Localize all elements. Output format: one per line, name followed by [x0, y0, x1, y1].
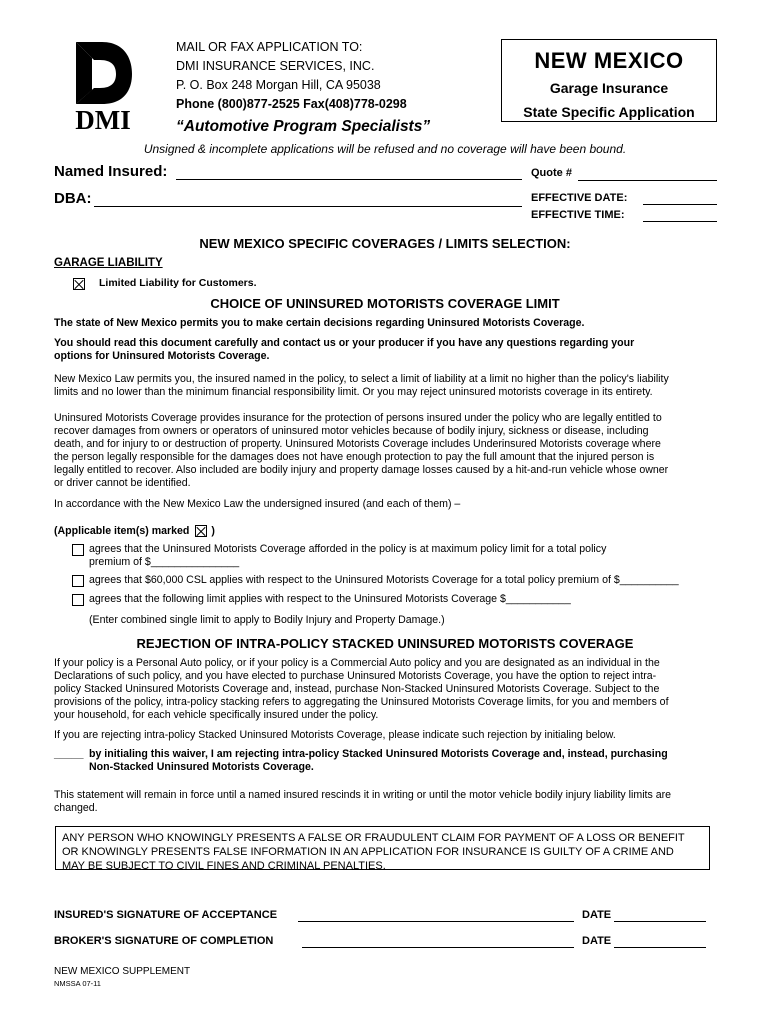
limited-liability-label: Limited Liability for Customers. — [99, 277, 257, 289]
um-p4-line3: death, and for injury to or destruction of property. Uninsured Motorists Coverage includes Underinsured Motorists coverage where — [54, 438, 661, 450]
company-address: P. O. Box 248 Morgan Hill, CA 95038 — [176, 78, 381, 92]
coverages-heading: NEW MEXICO SPECIFIC COVERAGES / LIMITS SELECTION: — [199, 236, 571, 251]
um-option-60000-checkbox[interactable] — [72, 575, 84, 587]
broker-signature-label: BROKER'S SIGNATURE OF COMPLETION — [54, 935, 274, 947]
um-p4-line1: Uninsured Motorists Coverage provides insurance for the protection of persons insured under the policy who are legally entitled to — [54, 412, 662, 424]
state-name: NEW MEXICO — [534, 48, 684, 73]
um-option-custom-limit: agrees that the following limit applies with respect to the Uninsured Motorists Coverage $___________ — [89, 593, 571, 605]
dba-field[interactable] — [94, 190, 522, 207]
effective-time-field[interactable] — [643, 207, 717, 222]
insured-date-label: DATE — [582, 909, 612, 921]
um-p1: The state of New Mexico permits you to make certain decisions regarding Uninsured Motorists Coverage. — [54, 317, 585, 329]
um-p5: In accordance with the New Mexico Law the undersigned insured (and each of them) – — [54, 498, 461, 510]
um-option-max-limit-line1: agrees that the Uninsured Motorists Coverage afforded in the policy is at maximum policy limit for a total policy — [89, 543, 607, 555]
dba-label: DBA: — [54, 190, 92, 207]
logo-text: DMI — [75, 105, 131, 132]
insured-date-field[interactable] — [614, 907, 706, 922]
named-insured-field[interactable] — [176, 163, 522, 180]
um-p2-line1: You should read this document carefully and contact us or your producer if you have any questions regarding your — [54, 337, 635, 349]
fraud-line2: OR KNOWINGLY PRESENTS FALSE INFORMATION IN AN APPLICATION FOR INSURANCE IS GUILTY OF A CRIME AND — [62, 846, 674, 858]
effective-date-field[interactable] — [643, 190, 717, 205]
fraud-line3: MAY BE SUBJECT TO CIVIL FINES AND CRIMINAL PENALTIES. — [62, 860, 386, 872]
stacking-p1-line3: policy Stacked Uninsured Motorists Coverage and, instead, purchase Non-Stacked Uninsured Motorists Coverage. Subject to the — [54, 683, 660, 695]
dmi-logo — [72, 40, 134, 132]
marked-checkbox-icon — [194, 524, 206, 534]
footer-title: NEW MEXICO SUPPLEMENT — [54, 966, 191, 977]
um-p4-line2: recover damages from owners or operators of uninsured motor vehicles because of bodily injury, sickness or disease, including — [54, 425, 649, 437]
company-phone: Phone (800)877-2525 Fax(408)778-0298 — [176, 97, 407, 111]
initial-blank[interactable]: _____ — [54, 748, 84, 760]
stacking-waiver-line2: Non-Stacked Uninsured Motorists Coverage. — [89, 761, 314, 773]
stacking-p1-line4: provisions of the policy, intra-policy stacking refers to aggregating the Uninsured Motorists Coverage limits, for you and members of — [54, 696, 669, 708]
quote-field[interactable] — [578, 166, 717, 181]
broker-signature-field[interactable] — [302, 933, 574, 948]
insured-signature-field[interactable] — [298, 907, 574, 922]
um-p3-line2: limits and no lower than the minimum financial responsibility limit. Or you may reject uninsured motorists coverage in its entirety. — [54, 386, 653, 398]
quote-label: Quote # — [531, 167, 572, 179]
dmi-logo-mark — [72, 40, 134, 132]
um-p3-line1: New Mexico Law permits you, the insured named in the policy, to select a limit of liability at a limit no higher than the policy's liability — [54, 373, 669, 385]
applicable-label-text: (Applicable item(s) marked — [54, 525, 190, 537]
insured-signature-label: INSURED'S SIGNATURE OF ACCEPTANCE — [54, 909, 278, 921]
stacking-p3-line1: This statement will remain in force until a named insured rescinds it in writing or until the motor vehicle bodily injury liability limits are — [54, 789, 672, 801]
stacking-p1-line5: your household, for each vehicle specifically insured under the policy. — [54, 709, 379, 721]
um-option-max-limit-checkbox[interactable] — [72, 544, 84, 556]
form-subtitle-2: State Specific Application — [523, 104, 695, 120]
stacking-waiver-line1: by initialing this waiver, I am rejecting intra-policy Stacked Uninsured Motorists Coverage and, instead, purchasing — [89, 748, 668, 760]
um-p4-line6: or driver cannot be identified. — [54, 477, 191, 489]
broker-date-field[interactable] — [614, 933, 706, 948]
fraud-line1: ANY PERSON WHO KNOWINGLY PRESENTS A FALSE OR FRAUDULENT CLAIM FOR PAYMENT OF A LOSS OR BENEFIT — [62, 832, 685, 844]
um-option-max-limit-line2: premium of $_______________ — [89, 556, 240, 568]
mail-to-label: MAIL OR FAX APPLICATION TO: — [176, 40, 363, 54]
um-p4-line5: legally entitled to recover. Also included are bodily injury and property damage losses caused by a hit-and-run vehicle whose owner — [54, 464, 669, 476]
um-option-custom-limit-checkbox[interactable] — [72, 594, 84, 606]
stacking-heading: REJECTION OF INTRA-POLICY STACKED UNINSURED MOTORISTS COVERAGE — [136, 636, 634, 651]
limited-liability-checkbox[interactable] — [73, 278, 85, 290]
garage-liability-label: GARAGE LIABILITY — [54, 257, 163, 269]
stacking-p2: If you are rejecting intra-policy Stacked Uninsured Motorists Coverage, please indicate such rejection by initialing below. — [54, 729, 616, 741]
named-insured-label: Named Insured: — [54, 163, 168, 180]
state-title-box — [501, 39, 717, 122]
um-p2-line2: options for Uninsured Motorists Coverage. — [54, 350, 270, 362]
form-subtitle-1: Garage Insurance — [549, 80, 669, 96]
mailing-info — [176, 38, 430, 136]
stacking-p1-line1: If your policy is a Personal Auto policy, or if your policy is a Commercial Auto policy and you are designated as an individual in the — [54, 657, 660, 669]
footer-code: NMSSA 07-11 — [54, 979, 101, 988]
tagline: “Automotive Program Specialists” — [176, 118, 431, 135]
broker-date-label: DATE — [582, 935, 612, 947]
applicable-close-text: ) — [211, 525, 215, 537]
effective-time-label: EFFECTIVE TIME: — [531, 209, 625, 221]
effective-date-label: EFFECTIVE DATE: — [531, 192, 628, 204]
um-heading: CHOICE OF UNINSURED MOTORISTS COVERAGE LIMIT — [210, 296, 560, 311]
stacking-p1-line2: Declarations of such policy, and you have elected to purchase Uninsured Motorists Coverage, you have the option to reject intra- — [54, 670, 657, 682]
company-name: DMI INSURANCE SERVICES, INC. — [176, 59, 375, 73]
combined-limit-note: (Enter combined single limit to apply to Bodily Injury and Property Damage.) — [89, 614, 445, 626]
unsigned-warning: Unsigned & incomplete applications will be refused and no coverage will have been bound. — [143, 142, 627, 156]
stacking-p3-line2: changed. — [54, 802, 98, 814]
applicable-items-label — [54, 524, 215, 537]
um-option-60000: agrees that $60,000 CSL applies with respect to the Uninsured Motorists Coverage for a total policy premium of $__________ — [89, 574, 679, 586]
fraud-warning-box — [55, 826, 710, 870]
um-p4-line4: the person legally responsible for the damages does not have enough protection to pay the full amount that the injured person is — [54, 451, 655, 463]
